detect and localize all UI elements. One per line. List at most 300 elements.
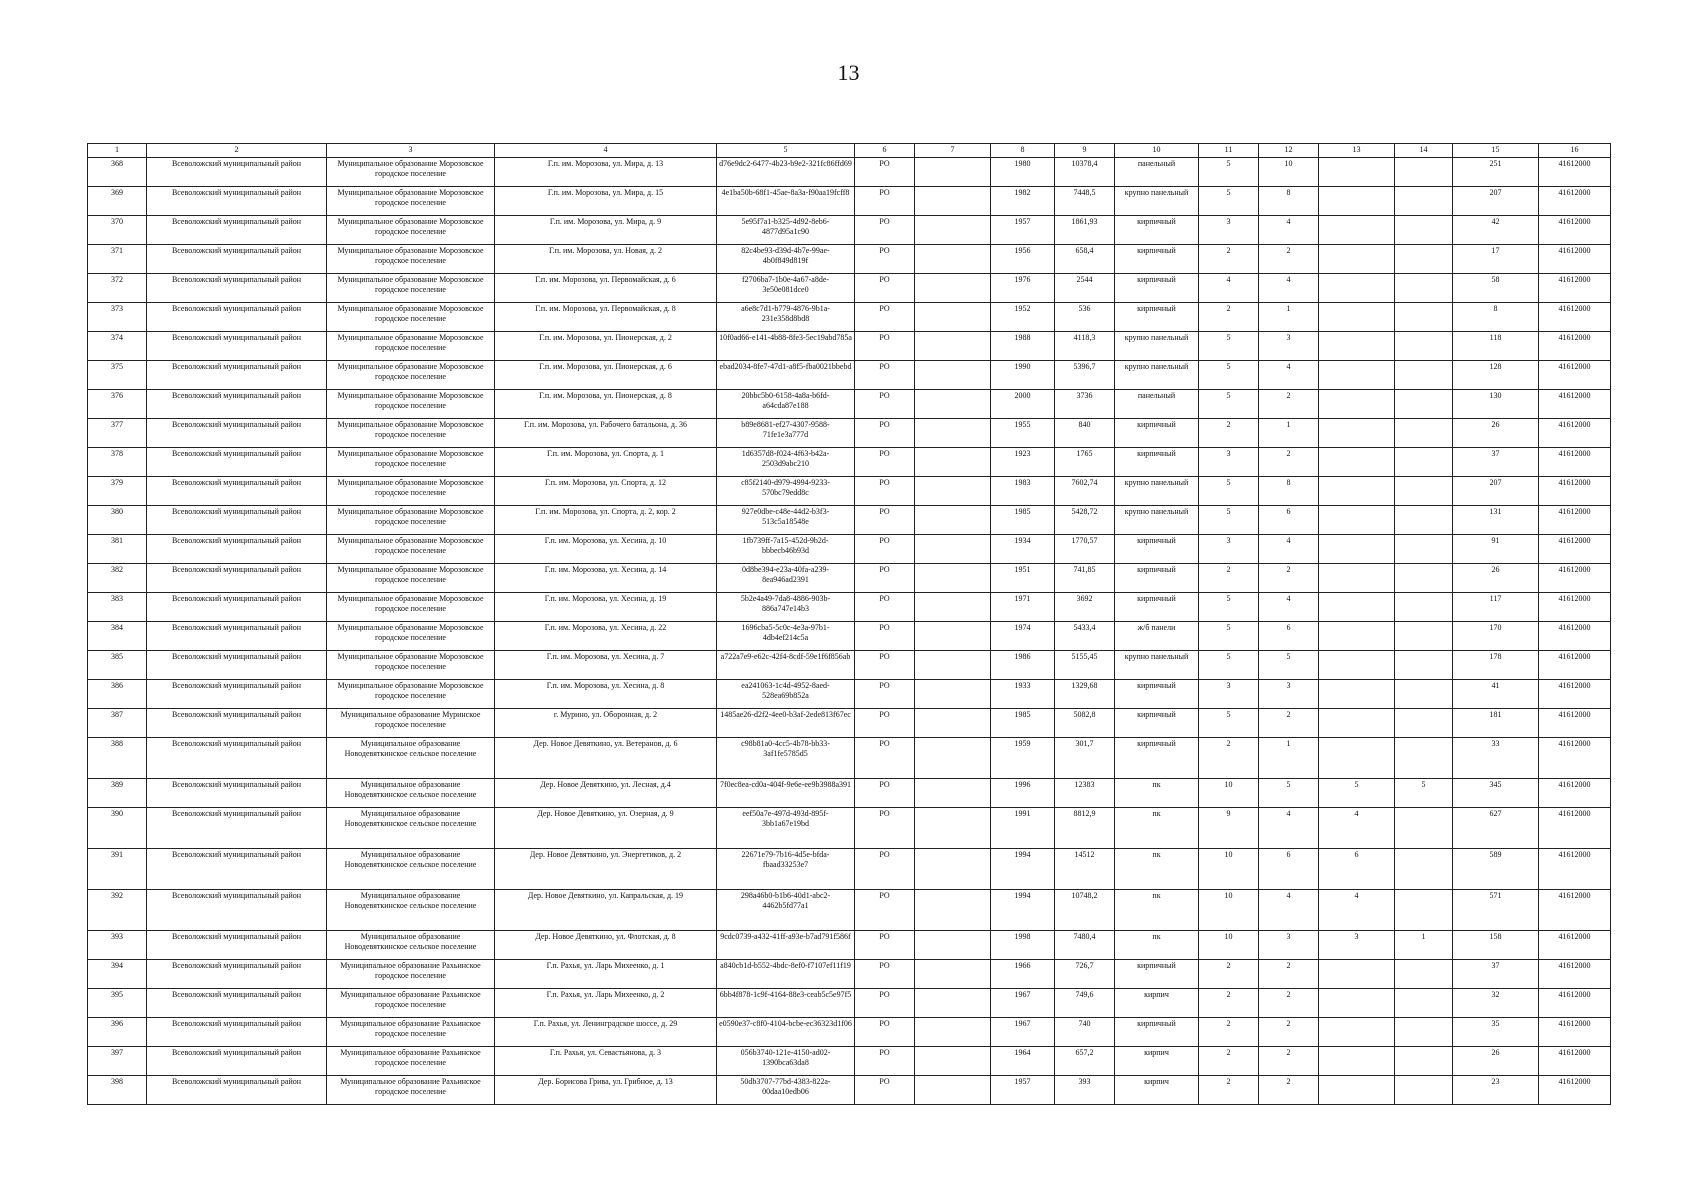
build-year-cell: 1966: [991, 960, 1055, 989]
column-13-cell: 4: [1319, 808, 1395, 849]
district-cell: Всеволожский муниципальный район: [147, 187, 327, 216]
entrances-cell: 6: [1259, 622, 1319, 651]
table-row: [88, 931, 1611, 960]
build-year-cell: 1923: [991, 448, 1055, 477]
entrances-cell: 4: [1259, 890, 1319, 931]
guid-cell: 927e0dbe-c48e-44d2-b3f3-513c5a18548e: [717, 506, 855, 535]
residents-cell: 178: [1453, 651, 1539, 680]
wall-material-cell: кирпичный: [1115, 245, 1199, 274]
district-cell: Всеволожский муниципальный район: [147, 1018, 327, 1047]
column-13-cell: [1319, 274, 1395, 303]
management-cell: РО: [855, 849, 915, 890]
build-year-cell: 1983: [991, 477, 1055, 506]
residents-cell: 131: [1453, 506, 1539, 535]
column-7-cell: [915, 303, 991, 332]
entrances-cell: 4: [1259, 216, 1319, 245]
municipality-cell: Муниципальное образование Морозовское городское поселение: [327, 419, 495, 448]
management-cell: РО: [855, 535, 915, 564]
area-cell: 3736: [1055, 390, 1115, 419]
build-year-cell: 2000: [991, 390, 1055, 419]
oktmo-cell: 41612000: [1539, 390, 1611, 419]
column-7-cell: [915, 960, 991, 989]
management-cell: РО: [855, 158, 915, 187]
column-13-cell: [1319, 390, 1395, 419]
floors-cell: 5: [1199, 651, 1259, 680]
residents-cell: 345: [1453, 779, 1539, 808]
entrances-cell: 2: [1259, 1076, 1319, 1105]
column-7-cell: [915, 680, 991, 709]
table-row: [88, 245, 1611, 274]
floors-cell: 2: [1199, 738, 1259, 779]
wall-material-cell: кирпичный: [1115, 535, 1199, 564]
floors-cell: 5: [1199, 506, 1259, 535]
area-cell: 12383: [1055, 779, 1115, 808]
address-cell: Г.п. им. Морозова, ул. Мира, д. 15: [495, 187, 717, 216]
entrances-cell: 8: [1259, 187, 1319, 216]
area-cell: 5082,8: [1055, 709, 1115, 738]
row-number-cell: 374: [88, 332, 147, 361]
entrances-cell: 2: [1259, 564, 1319, 593]
table-row: [88, 779, 1611, 808]
column-13-cell: [1319, 709, 1395, 738]
column-number-header: 8: [991, 144, 1055, 158]
wall-material-cell: крупно панельный: [1115, 651, 1199, 680]
residents-cell: 181: [1453, 709, 1539, 738]
management-cell: РО: [855, 960, 915, 989]
wall-material-cell: пк: [1115, 890, 1199, 931]
area-cell: 1329,68: [1055, 680, 1115, 709]
table-row: [88, 477, 1611, 506]
row-number-cell: 381: [88, 535, 147, 564]
area-cell: 5396,7: [1055, 361, 1115, 390]
oktmo-cell: 41612000: [1539, 989, 1611, 1018]
column-7-cell: [915, 564, 991, 593]
district-cell: Всеволожский муниципальный район: [147, 1047, 327, 1076]
column-14-cell: [1395, 849, 1453, 890]
oktmo-cell: 41612000: [1539, 622, 1611, 651]
wall-material-cell: кирпич: [1115, 1076, 1199, 1105]
oktmo-cell: 41612000: [1539, 593, 1611, 622]
build-year-cell: 1988: [991, 332, 1055, 361]
area-cell: 8812,9: [1055, 808, 1115, 849]
district-cell: Всеволожский муниципальный район: [147, 890, 327, 931]
column-13-cell: [1319, 448, 1395, 477]
wall-material-cell: крупно панельный: [1115, 506, 1199, 535]
guid-cell: 6bb4f878-1c9f-4164-88e3-ceab5c5e97f5: [717, 989, 855, 1018]
row-number-cell: 368: [88, 158, 147, 187]
build-year-cell: 1971: [991, 593, 1055, 622]
residents-cell: 26: [1453, 419, 1539, 448]
district-cell: Всеволожский муниципальный район: [147, 332, 327, 361]
column-14-cell: [1395, 890, 1453, 931]
guid-cell: f2706ba7-1b0e-4a67-a8de-3e50e081dce0: [717, 274, 855, 303]
district-cell: Всеволожский муниципальный район: [147, 419, 327, 448]
table-row: [88, 274, 1611, 303]
column-number-header: 5: [717, 144, 855, 158]
column-7-cell: [915, 448, 991, 477]
column-14-cell: [1395, 303, 1453, 332]
table-row: [88, 390, 1611, 419]
oktmo-cell: 41612000: [1539, 187, 1611, 216]
management-cell: РО: [855, 651, 915, 680]
column-13-cell: [1319, 477, 1395, 506]
residents-cell: 118: [1453, 332, 1539, 361]
residents-cell: 33: [1453, 738, 1539, 779]
row-number-cell: 394: [88, 960, 147, 989]
row-number-cell: 393: [88, 931, 147, 960]
guid-cell: 82c4be93-d39d-4b7e-99ae-4b0f849d819f: [717, 245, 855, 274]
area-cell: 840: [1055, 419, 1115, 448]
oktmo-cell: 41612000: [1539, 651, 1611, 680]
floors-cell: 4: [1199, 274, 1259, 303]
management-cell: РО: [855, 245, 915, 274]
floors-cell: 3: [1199, 216, 1259, 245]
build-year-cell: 1933: [991, 680, 1055, 709]
floors-cell: 10: [1199, 849, 1259, 890]
wall-material-cell: крупно панельный: [1115, 187, 1199, 216]
build-year-cell: 1974: [991, 622, 1055, 651]
residents-cell: 130: [1453, 390, 1539, 419]
address-cell: Г.п. им. Морозова, ул. Рабочего батальона, д. 36: [495, 419, 717, 448]
wall-material-cell: кирпичный: [1115, 564, 1199, 593]
column-number-header: 12: [1259, 144, 1319, 158]
floors-cell: 3: [1199, 680, 1259, 709]
column-7-cell: [915, 931, 991, 960]
column-7-cell: [915, 808, 991, 849]
column-13-cell: 6: [1319, 849, 1395, 890]
address-cell: Г.п. им. Морозова, ул. Пионерская, д. 6: [495, 361, 717, 390]
build-year-cell: 1996: [991, 779, 1055, 808]
area-cell: 3692: [1055, 593, 1115, 622]
housing-registry-table: [87, 143, 1611, 1105]
oktmo-cell: 41612000: [1539, 477, 1611, 506]
district-cell: Всеволожский муниципальный район: [147, 535, 327, 564]
build-year-cell: 1980: [991, 158, 1055, 187]
management-cell: РО: [855, 890, 915, 931]
column-7-cell: [915, 849, 991, 890]
table-row: [88, 216, 1611, 245]
row-number-cell: 372: [88, 274, 147, 303]
table-row: [88, 593, 1611, 622]
column-7-cell: [915, 419, 991, 448]
entrances-cell: 3: [1259, 680, 1319, 709]
build-year-cell: 1994: [991, 849, 1055, 890]
table-row: [88, 738, 1611, 779]
municipality-cell: Муниципальное образование Рахьинское городское поселение: [327, 1047, 495, 1076]
entrances-cell: 3: [1259, 931, 1319, 960]
guid-cell: c85f2140-d979-4994-9233-570bc79edd8c: [717, 477, 855, 506]
wall-material-cell: кирпич: [1115, 1047, 1199, 1076]
management-cell: РО: [855, 419, 915, 448]
address-cell: г. Мурино, ул. Оборонная, д. 2: [495, 709, 717, 738]
residents-cell: 207: [1453, 187, 1539, 216]
column-7-cell: [915, 989, 991, 1018]
column-number-header: 14: [1395, 144, 1453, 158]
district-cell: Всеволожский муниципальный район: [147, 361, 327, 390]
residents-cell: 58: [1453, 274, 1539, 303]
column-7-cell: [915, 1076, 991, 1105]
table-row: [88, 1076, 1611, 1105]
column-7-cell: [915, 506, 991, 535]
column-7-cell: [915, 890, 991, 931]
wall-material-cell: ж/б панели: [1115, 622, 1199, 651]
entrances-cell: 2: [1259, 245, 1319, 274]
table-row: [88, 506, 1611, 535]
column-14-cell: [1395, 216, 1453, 245]
residents-cell: 170: [1453, 622, 1539, 651]
build-year-cell: 1951: [991, 564, 1055, 593]
table-row: [88, 303, 1611, 332]
column-13-cell: [1319, 361, 1395, 390]
column-13-cell: 4: [1319, 890, 1395, 931]
column-13-cell: 3: [1319, 931, 1395, 960]
oktmo-cell: 41612000: [1539, 303, 1611, 332]
area-cell: 5433,4: [1055, 622, 1115, 651]
column-13-cell: [1319, 1018, 1395, 1047]
row-number-cell: 388: [88, 738, 147, 779]
entrances-cell: 2: [1259, 989, 1319, 1018]
municipality-cell: Муниципальное образование Морозовское городское поселение: [327, 506, 495, 535]
table-row: [88, 989, 1611, 1018]
guid-cell: ea241063-1c4d-4952-8aed-528ea69b852a: [717, 680, 855, 709]
column-13-cell: [1319, 593, 1395, 622]
guid-cell: 22671e79-7b16-4d5e-bfda-fbaad33253e7: [717, 849, 855, 890]
column-14-cell: [1395, 960, 1453, 989]
management-cell: РО: [855, 1018, 915, 1047]
area-cell: 1765: [1055, 448, 1115, 477]
column-7-cell: [915, 622, 991, 651]
district-cell: Всеволожский муниципальный район: [147, 390, 327, 419]
column-14-cell: [1395, 506, 1453, 535]
build-year-cell: 1967: [991, 989, 1055, 1018]
management-cell: РО: [855, 1076, 915, 1105]
oktmo-cell: 41612000: [1539, 332, 1611, 361]
wall-material-cell: крупно панельный: [1115, 361, 1199, 390]
column-7-cell: [915, 332, 991, 361]
municipality-cell: Муниципальное образование Рахьинское городское поселение: [327, 1076, 495, 1105]
column-14-cell: [1395, 808, 1453, 849]
column-14-cell: [1395, 390, 1453, 419]
oktmo-cell: 41612000: [1539, 738, 1611, 779]
entrances-cell: 10: [1259, 158, 1319, 187]
column-7-cell: [915, 187, 991, 216]
entrances-cell: 2: [1259, 390, 1319, 419]
guid-cell: e0590e37-c8f0-4104-bcbe-ec36323d1f06: [717, 1018, 855, 1047]
address-cell: Г.п. им. Морозова, ул. Хесина, д. 19: [495, 593, 717, 622]
guid-cell: 298a46b0-b1b6-40d1-abc2-4462b5fd77a1: [717, 890, 855, 931]
column-number-header: 15: [1453, 144, 1539, 158]
build-year-cell: 1952: [991, 303, 1055, 332]
column-7-cell: [915, 535, 991, 564]
build-year-cell: 1991: [991, 808, 1055, 849]
district-cell: Всеволожский муниципальный район: [147, 216, 327, 245]
table-row: [88, 622, 1611, 651]
residents-cell: 117: [1453, 593, 1539, 622]
municipality-cell: Муниципальное образование Муринское городское поселение: [327, 709, 495, 738]
address-cell: Г.п. им. Морозова, ул. Новая, д. 2: [495, 245, 717, 274]
column-14-cell: [1395, 535, 1453, 564]
row-number-cell: 380: [88, 506, 147, 535]
municipality-cell: Муниципальное образование Морозовское городское поселение: [327, 245, 495, 274]
municipality-cell: Муниципальное образование Морозовское городское поселение: [327, 593, 495, 622]
wall-material-cell: кирпичный: [1115, 419, 1199, 448]
municipality-cell: Муниципальное образование Рахьинское городское поселение: [327, 960, 495, 989]
build-year-cell: 1955: [991, 419, 1055, 448]
residents-cell: 32: [1453, 989, 1539, 1018]
column-7-cell: [915, 738, 991, 779]
address-cell: Г.п. им. Морозова, ул. Первомайская, д. 6: [495, 274, 717, 303]
address-cell: Г.п. им. Морозова, ул. Первомайская, д. 8: [495, 303, 717, 332]
district-cell: Всеволожский муниципальный район: [147, 245, 327, 274]
residents-cell: 91: [1453, 535, 1539, 564]
district-cell: Всеволожский муниципальный район: [147, 274, 327, 303]
column-13-cell: [1319, 158, 1395, 187]
residents-cell: 251: [1453, 158, 1539, 187]
district-cell: Всеволожский муниципальный район: [147, 1076, 327, 1105]
management-cell: РО: [855, 477, 915, 506]
floors-cell: 2: [1199, 419, 1259, 448]
guid-cell: a6e8c7d1-b779-4876-9b1a-231e358d8bd8: [717, 303, 855, 332]
address-cell: Г.п. им. Морозова, ул. Мира, д. 13: [495, 158, 717, 187]
table-row: [88, 680, 1611, 709]
floors-cell: 5: [1199, 187, 1259, 216]
column-14-cell: [1395, 332, 1453, 361]
floors-cell: 3: [1199, 535, 1259, 564]
row-number-cell: 383: [88, 593, 147, 622]
column-number-header: 1: [88, 144, 147, 158]
address-cell: Г.п. им. Морозова, ул. Хесина, д. 14: [495, 564, 717, 593]
column-14-cell: [1395, 1047, 1453, 1076]
build-year-cell: 1985: [991, 709, 1055, 738]
district-cell: Всеволожский муниципальный район: [147, 448, 327, 477]
district-cell: Всеволожский муниципальный район: [147, 477, 327, 506]
column-14-cell: 5: [1395, 779, 1453, 808]
area-cell: 4118,3: [1055, 332, 1115, 361]
area-cell: 2544: [1055, 274, 1115, 303]
guid-cell: 0d8be394-e23a-40fa-a239-8ea946ad2391: [717, 564, 855, 593]
entrances-cell: 4: [1259, 535, 1319, 564]
guid-cell: 9cdc0739-a432-41ff-a93e-b7ad791f586f: [717, 931, 855, 960]
district-cell: Всеволожский муниципальный район: [147, 651, 327, 680]
floors-cell: 5: [1199, 593, 1259, 622]
oktmo-cell: 41612000: [1539, 1018, 1611, 1047]
floors-cell: 5: [1199, 158, 1259, 187]
row-number-cell: 376: [88, 390, 147, 419]
residents-cell: 35: [1453, 1018, 1539, 1047]
column-14-cell: [1395, 593, 1453, 622]
district-cell: Всеволожский муниципальный район: [147, 303, 327, 332]
wall-material-cell: панельный: [1115, 158, 1199, 187]
guid-cell: 5e95f7a1-b325-4d92-8eb6-4877d95a1c90: [717, 216, 855, 245]
column-number-header: 10: [1115, 144, 1199, 158]
entrances-cell: 8: [1259, 477, 1319, 506]
build-year-cell: 1934: [991, 535, 1055, 564]
wall-material-cell: пк: [1115, 931, 1199, 960]
column-14-cell: [1395, 477, 1453, 506]
area-cell: 658,4: [1055, 245, 1115, 274]
build-year-cell: 1976: [991, 274, 1055, 303]
area-cell: 7602,74: [1055, 477, 1115, 506]
wall-material-cell: пк: [1115, 849, 1199, 890]
table-row: [88, 535, 1611, 564]
entrances-cell: 2: [1259, 1047, 1319, 1076]
guid-cell: eef50a7e-497d-493d-895f-3bb1a67e19bd: [717, 808, 855, 849]
row-number-cell: 396: [88, 1018, 147, 1047]
table-row: [88, 849, 1611, 890]
guid-cell: 1d6357d8-f024-4f63-b42a-2503d9abc210: [717, 448, 855, 477]
guid-cell: ebad2034-8fe7-47d1-a8f5-fba0021bbebd: [717, 361, 855, 390]
entrances-cell: 6: [1259, 506, 1319, 535]
table-row: [88, 419, 1611, 448]
residents-cell: 37: [1453, 960, 1539, 989]
row-number-cell: 395: [88, 989, 147, 1018]
area-cell: 14512: [1055, 849, 1115, 890]
oktmo-cell: 41612000: [1539, 216, 1611, 245]
wall-material-cell: кирпичный: [1115, 960, 1199, 989]
build-year-cell: 1998: [991, 931, 1055, 960]
residents-cell: 17: [1453, 245, 1539, 274]
municipality-cell: Муниципальное образование Новодевяткинское сельское поселение: [327, 738, 495, 779]
oktmo-cell: 41612000: [1539, 448, 1611, 477]
area-cell: 536: [1055, 303, 1115, 332]
column-14-cell: [1395, 738, 1453, 779]
column-number-row: [88, 144, 1611, 158]
address-cell: Г.п. им. Морозова, ул. Хесина, д. 22: [495, 622, 717, 651]
address-cell: Дер. Борисова Грива, ул. Грибное, д. 13: [495, 1076, 717, 1105]
build-year-cell: 1957: [991, 216, 1055, 245]
build-year-cell: 1982: [991, 187, 1055, 216]
residents-cell: 23: [1453, 1076, 1539, 1105]
wall-material-cell: кирпичный: [1115, 303, 1199, 332]
floors-cell: 2: [1199, 989, 1259, 1018]
floors-cell: 9: [1199, 808, 1259, 849]
column-14-cell: [1395, 245, 1453, 274]
floors-cell: 2: [1199, 1018, 1259, 1047]
column-14-cell: [1395, 1076, 1453, 1105]
address-cell: Дер. Новое Девяткино, ул. Капральская, д. 19: [495, 890, 717, 931]
column-14-cell: [1395, 680, 1453, 709]
column-13-cell: [1319, 989, 1395, 1018]
address-cell: Дер. Новое Девяткино, ул. Энергетиков, д. 2: [495, 849, 717, 890]
floors-cell: 5: [1199, 361, 1259, 390]
column-number-header: 3: [327, 144, 495, 158]
wall-material-cell: крупно панельный: [1115, 332, 1199, 361]
column-14-cell: [1395, 274, 1453, 303]
guid-cell: a722a7e9-e62c-42f4-8cdf-59e1f6f856ab: [717, 651, 855, 680]
guid-cell: 4e1ba50b-68f1-45ae-8a3a-f90aa19fcff8: [717, 187, 855, 216]
build-year-cell: 1967: [991, 1018, 1055, 1047]
column-number-header: 11: [1199, 144, 1259, 158]
oktmo-cell: 41612000: [1539, 361, 1611, 390]
wall-material-cell: кирпич: [1115, 989, 1199, 1018]
entrances-cell: 2: [1259, 448, 1319, 477]
column-14-cell: [1395, 419, 1453, 448]
area-cell: 749,6: [1055, 989, 1115, 1018]
municipality-cell: Муниципальное образование Рахьинское городское поселение: [327, 989, 495, 1018]
column-13-cell: 5: [1319, 779, 1395, 808]
floors-cell: 3: [1199, 448, 1259, 477]
column-13-cell: [1319, 960, 1395, 989]
area-cell: 7448,5: [1055, 187, 1115, 216]
guid-cell: a840cb1d-b552-4bdc-8ef0-f7107ef11f19: [717, 960, 855, 989]
column-number-header: 16: [1539, 144, 1611, 158]
floors-cell: 2: [1199, 564, 1259, 593]
build-year-cell: 1956: [991, 245, 1055, 274]
district-cell: Всеволожский муниципальный район: [147, 506, 327, 535]
management-cell: РО: [855, 361, 915, 390]
municipality-cell: Муниципальное образование Морозовское городское поселение: [327, 622, 495, 651]
district-cell: Всеволожский муниципальный район: [147, 158, 327, 187]
